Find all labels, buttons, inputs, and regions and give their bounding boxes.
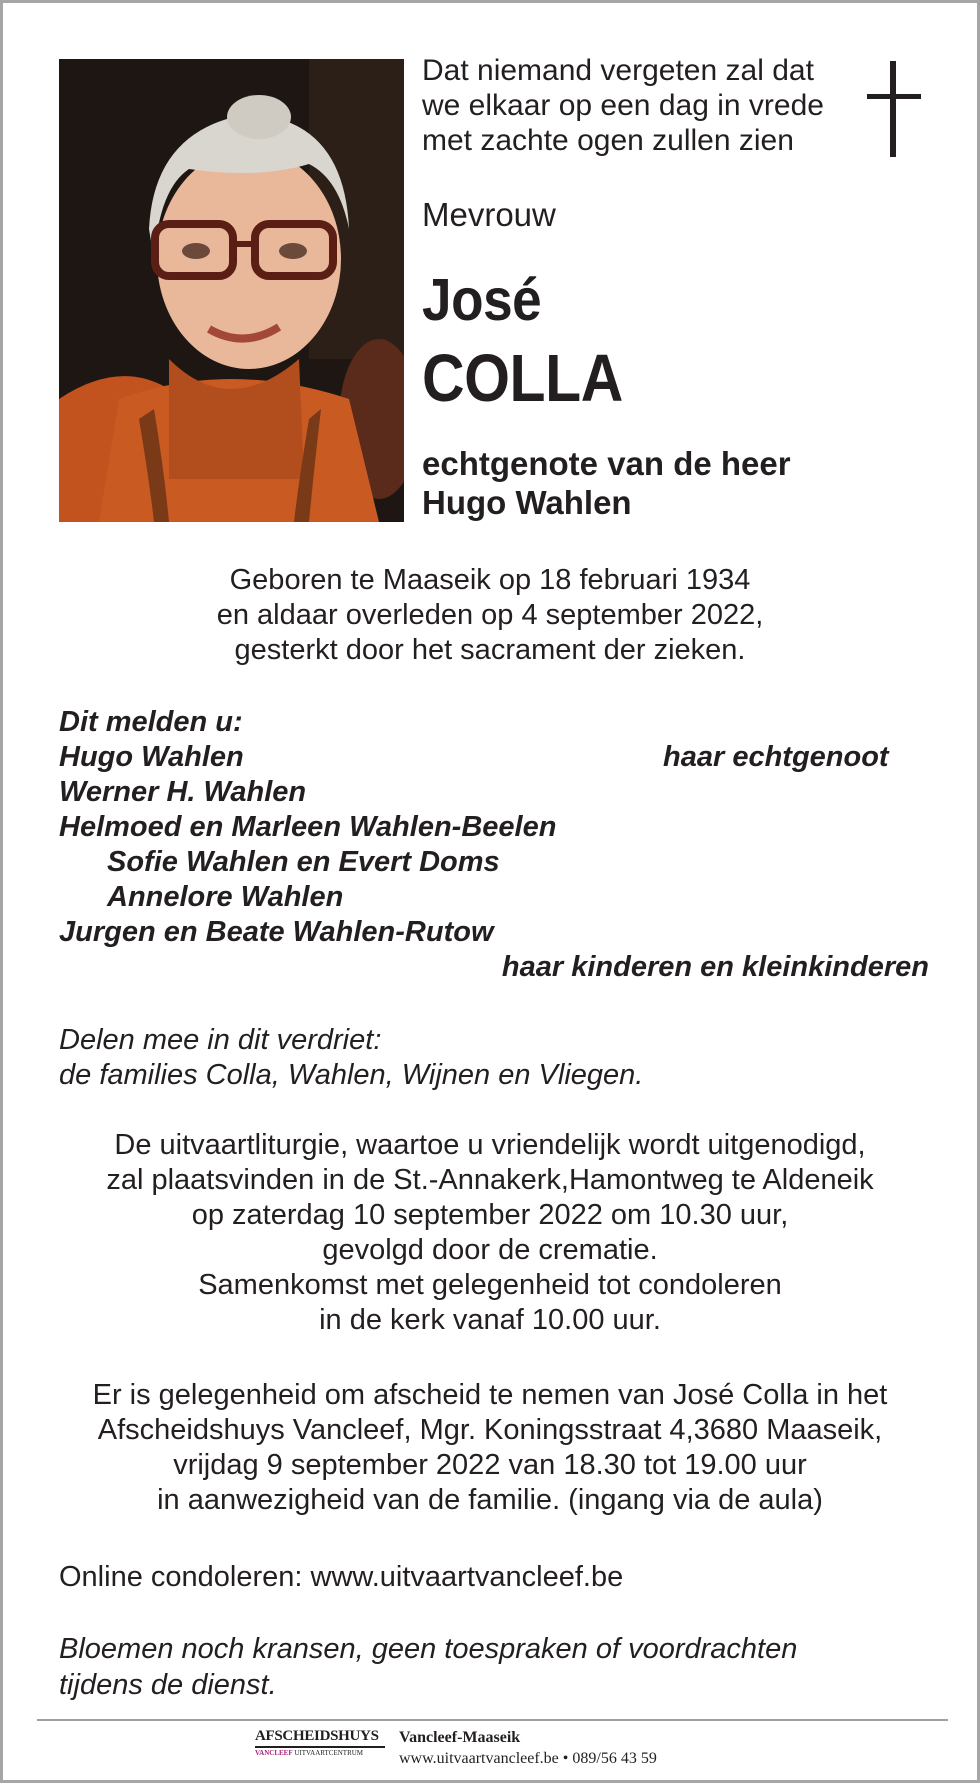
logo-subtitle <box>255 1748 385 1758</box>
family-member: Hugo Wahlen <box>59 741 244 773</box>
liturgy-line: gevolgd door de crematie. <box>322 1234 658 1266</box>
spouse-line: Hugo Wahlen <box>422 484 632 521</box>
birth-death-line: Geboren te Maaseik op 18 februari 1934 <box>229 564 751 596</box>
birth-death-info <box>3 563 977 668</box>
birth-death-line: en aldaar overleden op 4 september 2022, <box>216 599 764 631</box>
verse <box>422 53 862 158</box>
announcement-heading: Dit melden u: <box>59 706 243 738</box>
liturgy-line: Samenkomst met gelegenheid tot condoleren <box>198 1269 782 1301</box>
logo-name: AFSCHEIDSHUYS <box>255 1728 385 1748</box>
farewell-line: vrijdag 9 september 2022 van 18.30 tot 19.00 uur <box>173 1449 807 1481</box>
logo-sub-text: UITVAARTCENTRUM <box>294 1749 364 1757</box>
liturgy-line: zal plaatsvinden in de St.-Annakerk,Hamontweg te Aldeneik <box>106 1164 874 1196</box>
online-condolence[interactable]: Online condoleren: www.uitvaartvancleef.be <box>59 1561 624 1593</box>
family-row-children <box>59 950 929 985</box>
liturgy-line: De uitvaartliturgie, waartoe u vriendelijk wordt uitgenodigd, <box>114 1129 866 1161</box>
farewell-line: Afscheidshuys Vancleef, Mgr. Koningsstraat 4,3680 Maaseik, <box>97 1414 883 1446</box>
family-row-spouse <box>59 740 929 775</box>
portrait-photo <box>59 59 404 522</box>
contact-line[interactable]: www.uitvaartvancleef.be • 089/56 43 59 <box>399 1750 657 1767</box>
share-line: Delen mee in dit verdriet: <box>59 1024 382 1056</box>
last-name: COLLA <box>422 341 623 416</box>
share-grief <box>59 1023 643 1093</box>
farewell-line: Er is gelegenheid om afscheid te nemen van José Colla in het <box>92 1379 888 1411</box>
farewell-line: in aanwezigheid van de familie. (ingang via de aula) <box>157 1484 823 1516</box>
spouse-info <box>422 444 791 522</box>
verse-line: we elkaar op een dag in vrede <box>422 89 824 122</box>
family-member: Jurgen en Beate Wahlen-Rutow <box>59 916 494 948</box>
family-role: haar echtgenoot <box>663 741 889 773</box>
announcement <box>59 705 929 985</box>
footer-divider <box>37 1719 948 1721</box>
farewell-info <box>3 1378 977 1518</box>
family-member: Sofie Wahlen en Evert Doms <box>107 846 500 878</box>
family-role: haar kinderen en kleinkinderen <box>501 951 929 983</box>
family-member: Werner H. Wahlen <box>59 776 307 808</box>
flowers-line: tijdens de dienst. <box>59 1669 277 1701</box>
flowers-line: Bloemen noch kransen, geen toespraken of voordrachten <box>59 1633 798 1665</box>
logo-sub-brand: VANCLEEF <box>255 1749 293 1757</box>
verse-line: Dat niemand vergeten zal dat <box>422 54 814 87</box>
family-member: Helmoed en Marleen Wahlen-Beelen <box>59 811 557 843</box>
cross-icon <box>865 61 925 161</box>
flowers-note <box>59 1631 939 1703</box>
portrait-image <box>59 59 404 522</box>
verse-line: met zachte ogen zullen zien <box>422 124 794 157</box>
spouse-line: echtgenote van de heer <box>422 445 791 482</box>
first-name: José <box>422 267 542 333</box>
funeral-home-contact <box>399 1727 657 1769</box>
liturgy-line: op zaterdag 10 september 2022 om 10.30 uur, <box>191 1199 789 1231</box>
liturgy-line: in de kerk vanaf 10.00 uur. <box>319 1304 661 1336</box>
family-member: Annelore Wahlen <box>107 881 344 913</box>
honorific: Mevrouw <box>422 196 556 233</box>
birth-death-line: gesterkt door het sacrament der zieken. <box>234 634 746 666</box>
funeral-liturgy <box>3 1128 977 1338</box>
funeral-home-logo <box>255 1728 385 1758</box>
company-name: Vancleef-Maaseik <box>399 1729 521 1746</box>
share-line: de families Colla, Wahlen, Wijnen en Vliegen. <box>59 1059 644 1091</box>
